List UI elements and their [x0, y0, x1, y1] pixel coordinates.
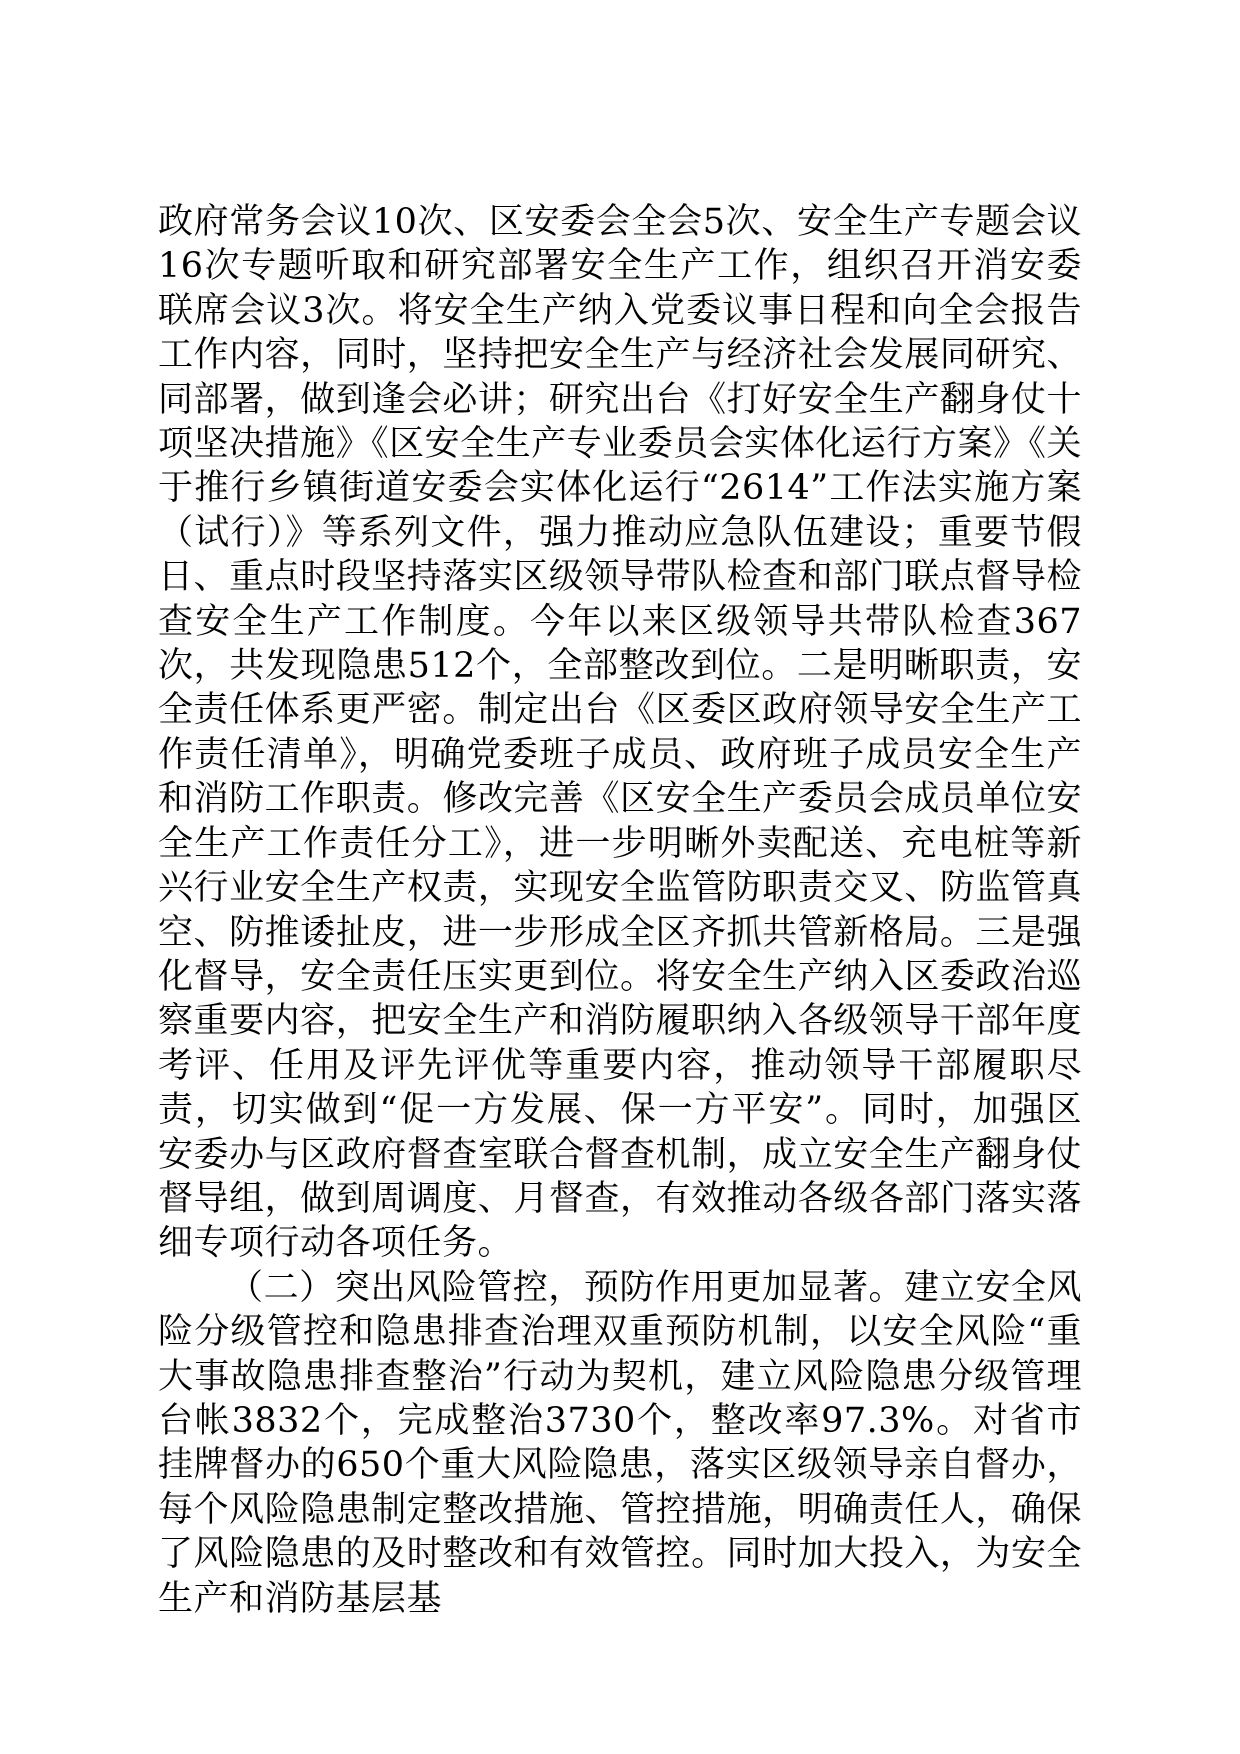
paragraph-continued: 政府常务会议10次、区安委会全会5次、安全生产专题会议16次专题听取和研究部署安全生产工作，组织召开消安委联席会议3次。将安全生产纳入党委议事日程和向全会报告工作内容，同时，坚持把安全生产与经济社会发展同研究、同部署，做到逢会必讲；研究出台《打好安全生产翻身仗十项坚决措施》《区安全生产专业委员会实体化运行方案》《关于推行乡镇街道安委会实体化运行“2614”工作法实施方案（试行）》等系列文件，强力推动应急队伍建设；重要节假日、重点时段坚持落实区级领导带队检查和部门联点督导检查安全生产工作制度。今年以来区级领导共带队检查367次，共发现隐患512个，全部整改到位。二是明晰职责，安全责任体系更严密。制定出台《区委区政府领导安全生产工作责任清单》，明确党委班子成员、政府班子成员安全生产和消防工作职责。修改完善《区安全生产委员会成员单位安全生产工作责任分工》，进一步明晰外卖配送、充电桩等新兴行业安全生产权责，实现安全监管防职责交叉、防监管真空、防推诿扯皮，进一步形成全区齐抓共管新格局。三是强化督导，安全责任压实更到位。将安全生产纳入区委政治巡察重要内容，把安全生产和消防履职纳入各级领导干部年度考评、任用及评先评优等重要内容，推动领导干部履职尽责，切实做到“促一方发展、保一方平安”。同时，加强区安委办与区政府督查室联合督查机制，成立安全生产翻身仗督导组，做到周调度、月督查，有效推动各级各部门落实落细专项行动各项任务。 — [158, 202, 1082, 1264]
body-text — [158, 200, 1082, 1621]
paragraph-section-two: （二）突出风险管控，预防作用更加显著。建立安全风险分级管控和隐患排查治理双重预防机制，以安全风险“重大事故隐患排查整治”行动为契机，建立风险隐患分级管理台帐3832个，完成整治3730个，整改率97.3%。对省市挂牌督办的650个重大风险隐患，落实区级领导亲自督办，每个风险隐患制定整改措施、管控措施，明确责任人，确保了风险隐患的及时整改和有效管控。同时加大投入，为安全生产和消防基层基 — [158, 1267, 1082, 1619]
